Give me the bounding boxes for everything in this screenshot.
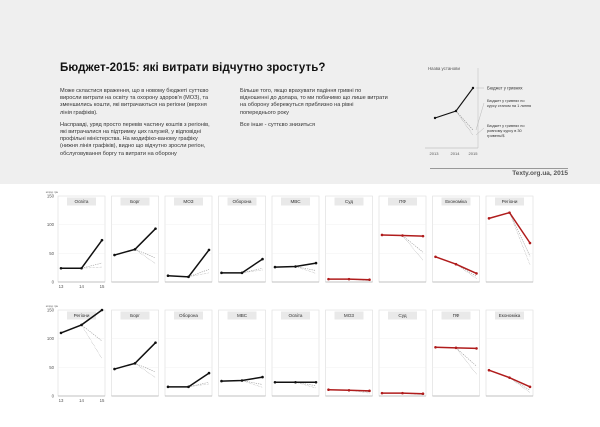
panel-title: МВС: [290, 199, 301, 205]
data-point: [327, 388, 330, 391]
data-point: [294, 265, 297, 268]
data-point: [508, 211, 511, 214]
x-tick-label: 15: [99, 284, 105, 289]
data-point: [167, 274, 170, 277]
data-point: [455, 263, 458, 266]
data-point: [80, 267, 83, 270]
legend-dot: [455, 110, 457, 112]
small-multiples-chart: [0, 184, 600, 427]
panel-title: Економіка: [498, 313, 521, 319]
data-point: [381, 392, 384, 395]
page-title: Бюджет-2015: які витрати відчутно зростуть?: [60, 62, 326, 74]
data-point: [294, 381, 297, 384]
data-point: [167, 386, 170, 389]
legend-label-dashed: Бюджет у гривнях по курсу станом на 1 липня: [487, 99, 532, 108]
data-point: [422, 235, 425, 238]
paragraph: Насправді, уряд просто перевів частину коштів з регіонів, які витрачалися на підтримку цих галузей, у відповідні профільні міністерства. На модифіко-ваному графіку (нижня лінія графіків), видно що відчутно зросли регіон, обслуговування боргу та витрати на оборону: [60, 121, 210, 157]
paragraph: Може скластися враження, що в новому бюджеті суттєво виросли витрати на освіту та охорону здоров'я (МОЗ), та зменшились кошти, які витрачаються на регіони (верхня лінія графіків).: [60, 88, 209, 116]
data-point: [315, 381, 318, 384]
legend-line-dashed: [435, 111, 473, 130]
panel-title: Борг: [130, 313, 140, 319]
panel-frame: [272, 196, 319, 282]
panel-title: МОЗ: [183, 199, 194, 205]
data-point: [475, 272, 478, 275]
y-tick-label: 0: [51, 279, 54, 285]
data-point: [113, 368, 116, 371]
panel-frame: [379, 196, 426, 282]
panel-title: Оборона: [179, 313, 198, 319]
data-point: [220, 380, 223, 383]
x-tick-label: 15: [99, 398, 105, 403]
data-point: [348, 278, 351, 281]
data-point: [327, 278, 330, 281]
panel-title: ПФ: [452, 313, 460, 319]
data-point: [154, 227, 157, 230]
data-point: [80, 324, 83, 327]
panel-title: ПФ: [399, 199, 406, 205]
data-point: [368, 390, 371, 393]
data-point: [381, 234, 384, 237]
data-point: [113, 254, 116, 257]
data-point: [488, 217, 491, 220]
panel-frame: [112, 310, 159, 396]
data-point: [422, 392, 425, 395]
data-point: [187, 386, 190, 389]
y-tick-label: 50: [49, 364, 54, 370]
legend-leader: [476, 128, 484, 135]
data-point: [434, 346, 437, 349]
legend: [418, 62, 568, 162]
data-point: [401, 234, 404, 237]
legend-x-tick: 2014: [450, 151, 460, 156]
y-tick-label: 150: [46, 193, 54, 199]
panel-frame: [326, 196, 373, 282]
legend-label-solid: Бюджет у гривнях: [487, 85, 523, 91]
y-tick-label: 150: [46, 307, 54, 313]
data-point: [60, 332, 63, 335]
data-point: [315, 262, 318, 265]
panel-title: Оборона: [232, 199, 252, 205]
panel-frame: [58, 310, 105, 396]
legend-label-dotted: Бюджет у гривнях по ровному курсу в 30 гривень/$: [487, 124, 525, 138]
data-point: [434, 255, 437, 258]
data-point: [455, 347, 458, 350]
y-axis-unit: млрд грн: [45, 304, 59, 308]
data-point: [60, 267, 63, 270]
data-point: [241, 379, 244, 382]
x-tick-label: 13: [58, 284, 64, 289]
data-point: [208, 372, 211, 375]
legend-leader: [476, 103, 484, 130]
data-point: [368, 278, 371, 281]
data-point: [529, 386, 532, 389]
data-point: [401, 392, 404, 395]
data-point: [475, 347, 478, 350]
paragraph: Все інше - суттєво знизиться: [240, 121, 316, 128]
x-tick-label: 13: [58, 398, 64, 403]
panel-frame: [112, 196, 159, 282]
data-point: [134, 362, 137, 365]
y-tick-label: 100: [46, 222, 54, 228]
panel-title: Суд: [398, 313, 407, 319]
data-point: [101, 239, 104, 242]
data-point: [241, 272, 244, 275]
panel-title: Освіта: [288, 313, 303, 319]
panel-frame: [165, 196, 212, 282]
panel-title: Борг: [130, 199, 140, 205]
data-point: [261, 376, 264, 379]
x-tick-label: 14: [79, 398, 84, 403]
legend-x-tick: 2013: [429, 151, 439, 156]
legend-label-dotted-box: [487, 124, 535, 142]
data-point: [134, 248, 137, 251]
legend-header: Назва установи: [428, 66, 460, 71]
data-point: [261, 258, 264, 261]
legend-line-solid: [435, 88, 473, 118]
legend-line-dotted: [435, 111, 473, 135]
data-point: [508, 376, 511, 379]
paragraph: Більше того, якщо врахувати падіння гривні по відношенні до долара, то ми побачимо що лише витрати на оборону збережуться приблизно на рівні попереднього року: [240, 88, 388, 116]
panel-title: Суд: [344, 199, 354, 205]
panel-frame: [433, 310, 480, 396]
y-axis-unit: млрд грн: [45, 190, 59, 194]
panel-title: Економіка: [445, 199, 467, 205]
legend-label-dashed-box: [487, 99, 533, 115]
y-tick-label: 100: [46, 336, 54, 342]
legend-dot: [434, 117, 436, 119]
data-point: [101, 309, 104, 312]
panel-title: Регіони: [501, 199, 518, 205]
panel-frame: [486, 310, 533, 396]
data-point: [208, 249, 211, 252]
source-credit: Texty.org.ua, 2015: [430, 168, 568, 177]
panel-frame: [379, 310, 426, 396]
data-point: [274, 381, 277, 384]
data-point: [348, 389, 351, 392]
data-point: [529, 242, 532, 245]
text-column-left: [60, 88, 210, 163]
text-column-right: [240, 88, 390, 134]
data-point: [220, 272, 223, 275]
panel-title: МОЗ: [343, 313, 355, 319]
panel-title: Освіта: [74, 199, 89, 205]
panel-frame: [433, 196, 480, 282]
legend-dot: [472, 87, 474, 89]
panel-title: МВС: [236, 313, 248, 319]
data-point: [274, 266, 277, 269]
data-point: [154, 341, 157, 344]
data-point: [187, 276, 190, 279]
panel-frame: [219, 310, 266, 396]
panel-frame: [486, 196, 533, 282]
y-tick-label: 50: [49, 250, 54, 256]
y-tick-label: 0: [51, 393, 54, 399]
x-tick-label: 14: [79, 284, 84, 289]
data-point: [488, 369, 491, 372]
panel-frame: [326, 310, 373, 396]
panel-title: Регіони: [73, 313, 90, 319]
legend-x-tick: 2015: [468, 151, 478, 156]
